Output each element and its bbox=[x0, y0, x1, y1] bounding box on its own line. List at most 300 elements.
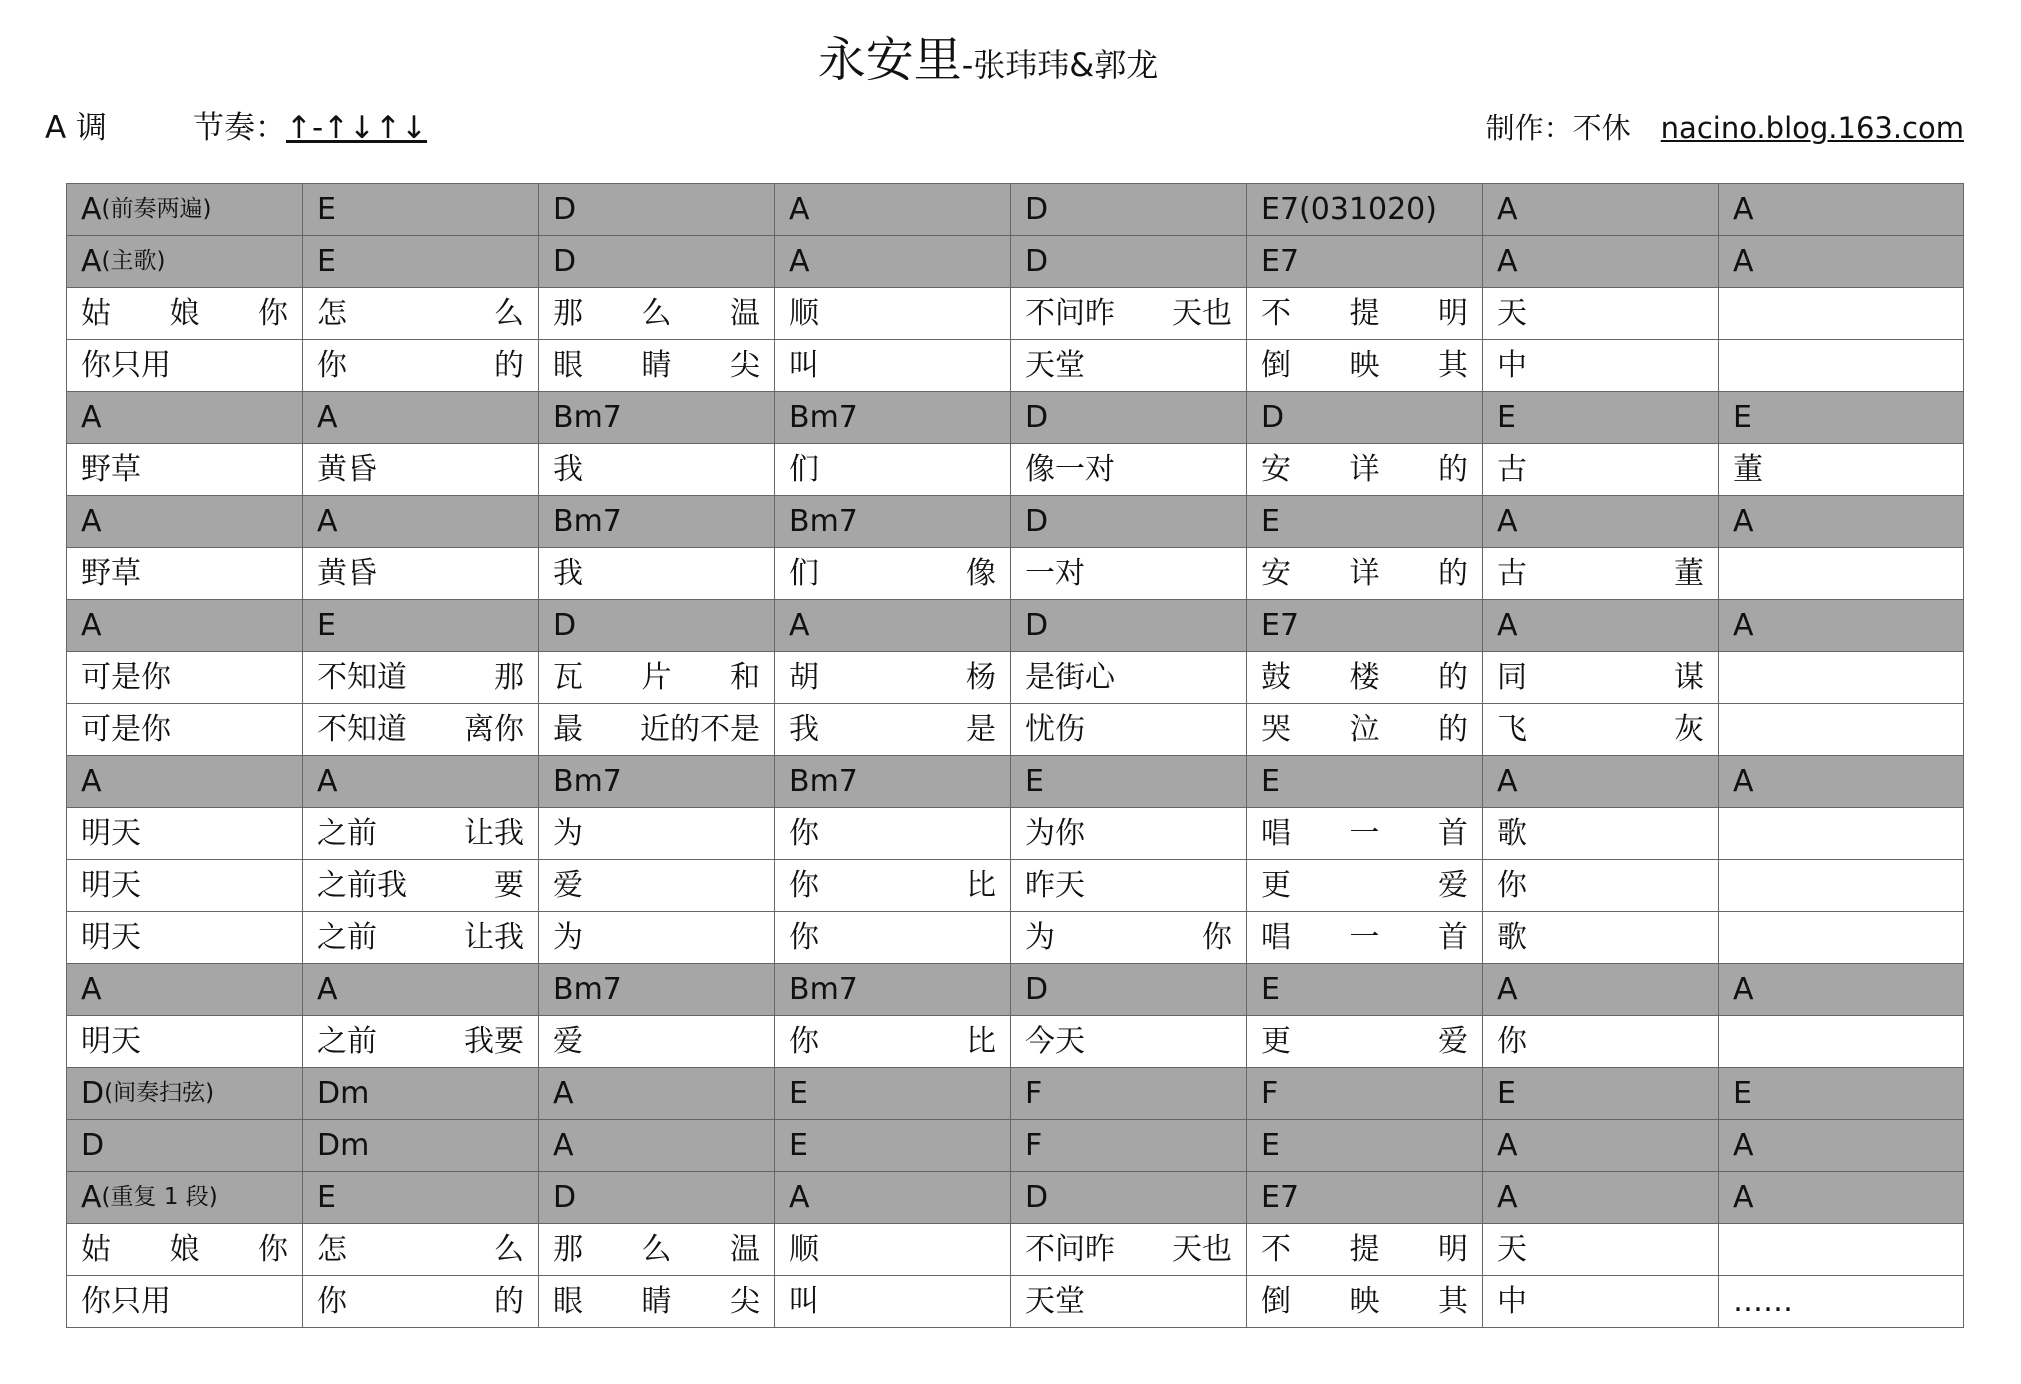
cell-content bbox=[553, 399, 760, 435]
cell-content bbox=[317, 295, 524, 331]
lyric-text: 黄昏 bbox=[317, 451, 377, 487]
lyric-text: 董 bbox=[1733, 451, 1763, 487]
lyric-text: 倒 bbox=[1261, 347, 1291, 383]
cell-content bbox=[553, 867, 760, 903]
cell-content bbox=[317, 607, 524, 643]
lyric-cell bbox=[1011, 1224, 1247, 1276]
lyric-text: 怎 bbox=[317, 295, 347, 331]
chord-name: Bm7 bbox=[789, 399, 858, 435]
lyric-row bbox=[67, 548, 1964, 600]
cell-content bbox=[789, 867, 996, 903]
lyric-text: 让我 bbox=[464, 919, 524, 955]
lyric-text: 今天 bbox=[1025, 1023, 1085, 1059]
site-link[interactable]: nacino.blog.163.com bbox=[1660, 111, 1964, 145]
lyric-text: 是 bbox=[966, 711, 996, 747]
lyric-cell bbox=[1011, 652, 1247, 704]
chord-cell bbox=[539, 964, 775, 1016]
lyric-text: 爱 bbox=[1438, 1023, 1468, 1059]
lyric-text: 不问昨 bbox=[1025, 1231, 1115, 1267]
cell-content bbox=[81, 1283, 288, 1319]
chord-cell bbox=[1247, 496, 1483, 548]
lyric-text: 是街心 bbox=[1025, 659, 1115, 695]
cell-content bbox=[1261, 399, 1468, 435]
cell-content bbox=[81, 763, 288, 799]
cell-content bbox=[1497, 1023, 1704, 1059]
lyric-text: 之前 bbox=[317, 1023, 377, 1059]
chord-cell bbox=[1011, 756, 1247, 808]
chord-name: A bbox=[317, 503, 338, 539]
lyric-text: 泣 bbox=[1349, 711, 1380, 747]
chord-cell bbox=[1247, 1172, 1483, 1224]
section-note: (间奏扫弦) bbox=[104, 1080, 215, 1106]
cell-content bbox=[553, 919, 760, 955]
chord-cell bbox=[1247, 1068, 1483, 1120]
lyric-text: 提 bbox=[1349, 1231, 1380, 1267]
lyric-text: 天堂 bbox=[1025, 347, 1085, 383]
chord-cell bbox=[1483, 1172, 1719, 1224]
chord-name: Dm bbox=[317, 1127, 370, 1163]
chord-name: A bbox=[1733, 763, 1754, 799]
lyric-text: 杨 bbox=[966, 659, 996, 695]
chord-cell bbox=[1247, 184, 1483, 236]
chord-cell bbox=[1719, 392, 1964, 444]
cell-content bbox=[1025, 867, 1232, 903]
section-note: (前奏两遍) bbox=[101, 196, 212, 222]
chord-cell bbox=[303, 756, 539, 808]
chord-name: E bbox=[317, 1179, 336, 1215]
cell-content bbox=[317, 1231, 524, 1267]
cell-content bbox=[553, 347, 760, 383]
chord-row bbox=[67, 1120, 1964, 1172]
cell-content bbox=[1261, 347, 1468, 383]
chord-name: Bm7 bbox=[789, 971, 858, 1007]
lyric-text: 么 bbox=[641, 295, 672, 331]
lyric-text: 那 bbox=[553, 295, 583, 331]
chord-cell bbox=[67, 496, 303, 548]
cell-content bbox=[1497, 1283, 1704, 1319]
cell-content bbox=[1261, 763, 1468, 799]
lyric-cell bbox=[539, 444, 775, 496]
lyric-text: 么 bbox=[494, 295, 524, 331]
lyric-cell bbox=[775, 1276, 1011, 1328]
chord-cell bbox=[1719, 184, 1964, 236]
cell-content bbox=[1497, 1075, 1704, 1111]
cell-content bbox=[1497, 919, 1704, 955]
lyric-cell bbox=[1719, 704, 1964, 756]
lyric-text: 爱 bbox=[1438, 867, 1468, 903]
chord-cell bbox=[1719, 1172, 1964, 1224]
chord-name: A bbox=[317, 399, 338, 435]
chord-row bbox=[67, 756, 1964, 808]
lyric-text: 天也 bbox=[1172, 1231, 1232, 1267]
chord-cell bbox=[539, 756, 775, 808]
lyric-text: 明天 bbox=[81, 1023, 141, 1059]
cell-content bbox=[789, 1231, 996, 1267]
chord-cell bbox=[1483, 1068, 1719, 1120]
cell-content bbox=[553, 1283, 760, 1319]
lyric-text: 眼 bbox=[553, 1283, 583, 1319]
chord-cell bbox=[1247, 1120, 1483, 1172]
cell-content bbox=[317, 867, 524, 903]
song-key: A 调 bbox=[45, 110, 108, 146]
rhythm-pattern: ↑-↑↓↑↓ bbox=[286, 110, 428, 146]
cell-content bbox=[789, 347, 996, 383]
chord-name: A bbox=[81, 607, 102, 643]
chord-name: E bbox=[1025, 763, 1044, 799]
cell-content bbox=[1025, 711, 1232, 747]
cell-content bbox=[553, 607, 760, 643]
chord-name: E bbox=[1497, 1075, 1516, 1111]
lyric-cell bbox=[303, 808, 539, 860]
cell-content bbox=[1497, 243, 1704, 279]
lyric-text: 我要 bbox=[464, 1023, 524, 1059]
lyric-cell bbox=[1011, 808, 1247, 860]
lyric-text: 那 bbox=[553, 1231, 583, 1267]
cell-content bbox=[1497, 867, 1704, 903]
chord-name: E bbox=[1261, 971, 1280, 1007]
cell-content bbox=[553, 1231, 760, 1267]
cell-content bbox=[1261, 451, 1468, 487]
cell-content bbox=[1733, 1283, 1949, 1319]
lyric-cell bbox=[1483, 1016, 1719, 1068]
cell-content bbox=[789, 971, 996, 1007]
cell-content bbox=[317, 1283, 524, 1319]
lyric-cell bbox=[1483, 340, 1719, 392]
lyric-text: 让我 bbox=[464, 815, 524, 851]
chord-cell bbox=[1483, 600, 1719, 652]
lyric-text: 明 bbox=[1438, 1231, 1468, 1267]
lyric-text: 明天 bbox=[81, 815, 141, 851]
cell-content bbox=[81, 1179, 288, 1215]
lyric-text: 你 bbox=[258, 295, 288, 331]
chord-cell bbox=[303, 1172, 539, 1224]
chord-row bbox=[67, 964, 1964, 1016]
chord-name: A bbox=[1733, 1127, 1754, 1163]
chord-cell bbox=[303, 1120, 539, 1172]
lyric-text: …… bbox=[1733, 1283, 1793, 1319]
cell-content bbox=[81, 243, 288, 279]
lyric-cell bbox=[1483, 808, 1719, 860]
section-note: (主歌) bbox=[101, 248, 166, 274]
cell-content bbox=[1261, 815, 1468, 851]
chord-name: A bbox=[1733, 503, 1754, 539]
cell-content bbox=[1025, 815, 1232, 851]
lyric-text: 温 bbox=[730, 295, 760, 331]
lyric-cell bbox=[539, 704, 775, 756]
chord-row bbox=[67, 1172, 1964, 1224]
cell-content bbox=[81, 711, 288, 747]
cell-content bbox=[1497, 1231, 1704, 1267]
chord-name: A bbox=[1733, 971, 1754, 1007]
lyric-text: 更 bbox=[1261, 867, 1291, 903]
lyric-cell bbox=[1247, 860, 1483, 912]
lyric-text: 怎 bbox=[317, 1231, 347, 1267]
chord-cell bbox=[539, 184, 775, 236]
cell-content bbox=[317, 659, 524, 695]
lyric-text: 野草 bbox=[81, 451, 141, 487]
lyric-text: 不 bbox=[1261, 295, 1291, 331]
cell-content bbox=[1733, 1127, 1949, 1163]
chord-cell bbox=[539, 1068, 775, 1120]
cell-content bbox=[317, 503, 524, 539]
lyric-text: 你 bbox=[258, 1231, 288, 1267]
lyric-text: 映 bbox=[1349, 347, 1380, 383]
cell-content bbox=[1733, 191, 1949, 227]
lyric-cell bbox=[1719, 808, 1964, 860]
lyric-text: 可是你 bbox=[81, 711, 171, 747]
lyric-cell bbox=[539, 1016, 775, 1068]
lyric-cell bbox=[539, 548, 775, 600]
lyric-cell bbox=[775, 288, 1011, 340]
lyric-cell bbox=[67, 1224, 303, 1276]
lyric-text: 安 bbox=[1261, 451, 1291, 487]
cell-content bbox=[1261, 503, 1468, 539]
cell-content bbox=[317, 451, 524, 487]
lyric-cell bbox=[303, 444, 539, 496]
chord-row bbox=[67, 496, 1964, 548]
lyric-cell bbox=[303, 288, 539, 340]
lyric-cell bbox=[775, 548, 1011, 600]
chord-name: D bbox=[553, 1179, 577, 1215]
lyric-text: 你 bbox=[1202, 919, 1232, 955]
chord-cell bbox=[775, 496, 1011, 548]
lyric-text: 叫 bbox=[789, 1283, 819, 1319]
cell-content bbox=[1733, 399, 1949, 435]
cell-content bbox=[1261, 1231, 1468, 1267]
cell-content bbox=[553, 711, 760, 747]
cell-content bbox=[1025, 347, 1232, 383]
lyric-cell bbox=[303, 1276, 539, 1328]
lyric-cell bbox=[303, 340, 539, 392]
chord-cell bbox=[303, 600, 539, 652]
chord-cell bbox=[1483, 964, 1719, 1016]
lyric-text: 你 bbox=[789, 815, 819, 851]
chord-name: A bbox=[81, 763, 102, 799]
cell-content bbox=[81, 347, 288, 383]
lyric-text: 灰 bbox=[1674, 711, 1704, 747]
cell-content bbox=[1733, 971, 1949, 1007]
lyric-text: 一 bbox=[1349, 919, 1380, 955]
author-credit: 制作：不休 bbox=[1485, 111, 1631, 145]
chord-cell bbox=[303, 392, 539, 444]
cell-content bbox=[789, 919, 996, 955]
cell-content bbox=[789, 399, 996, 435]
chord-cell bbox=[1247, 600, 1483, 652]
lyric-text: 天堂 bbox=[1025, 1283, 1085, 1319]
chord-cell bbox=[303, 184, 539, 236]
cell-content bbox=[553, 659, 760, 695]
lyric-text: 你 bbox=[789, 867, 819, 903]
cell-content bbox=[1025, 919, 1232, 955]
lyric-row bbox=[67, 288, 1964, 340]
lyric-cell bbox=[1483, 548, 1719, 600]
cell-content bbox=[553, 815, 760, 851]
song-meta bbox=[45, 104, 427, 152]
cell-content bbox=[553, 1127, 760, 1163]
chord-cell bbox=[67, 964, 303, 1016]
chord-name: E bbox=[1733, 1075, 1752, 1111]
lyric-cell bbox=[775, 652, 1011, 704]
chord-name: D bbox=[81, 1127, 105, 1163]
lyric-cell bbox=[303, 704, 539, 756]
chord-name: D bbox=[1025, 399, 1049, 435]
lyric-text: 一对 bbox=[1025, 555, 1085, 591]
chord-name: E bbox=[1261, 503, 1280, 539]
cell-content bbox=[1261, 867, 1468, 903]
chord-row bbox=[67, 600, 1964, 652]
cell-content bbox=[1025, 1283, 1232, 1319]
lyric-cell bbox=[67, 860, 303, 912]
lyric-cell bbox=[775, 340, 1011, 392]
chord-cell bbox=[67, 184, 303, 236]
cell-content bbox=[1733, 763, 1949, 799]
lyric-cell bbox=[1719, 1276, 1964, 1328]
chord-name: A bbox=[789, 191, 810, 227]
lyric-text: 要 bbox=[494, 867, 524, 903]
chord-name: A bbox=[789, 1179, 810, 1215]
chord-name: A bbox=[553, 1127, 574, 1163]
title-artist: -张玮玮&郭龙 bbox=[961, 46, 1159, 84]
cell-content bbox=[1025, 1023, 1232, 1059]
chord-cell bbox=[539, 1120, 775, 1172]
lyric-text: 我 bbox=[553, 555, 583, 591]
lyric-text: 可是你 bbox=[81, 659, 171, 695]
chord-cell bbox=[1011, 184, 1247, 236]
chord-name: E bbox=[1261, 763, 1280, 799]
chord-name: Bm7 bbox=[789, 503, 858, 539]
cell-content bbox=[317, 711, 524, 747]
chord-name: A bbox=[1497, 763, 1518, 799]
lyric-cell bbox=[775, 704, 1011, 756]
chord-cell bbox=[1483, 496, 1719, 548]
lyric-cell bbox=[1247, 444, 1483, 496]
lyric-cell bbox=[1247, 1276, 1483, 1328]
cell-content bbox=[317, 971, 524, 1007]
chord-name: A bbox=[81, 243, 102, 279]
lyric-cell bbox=[539, 860, 775, 912]
lyric-cell bbox=[1247, 340, 1483, 392]
chord-cell bbox=[1483, 184, 1719, 236]
lyric-cell bbox=[67, 340, 303, 392]
lyric-cell bbox=[1011, 444, 1247, 496]
cell-content bbox=[317, 1023, 524, 1059]
lyric-cell bbox=[303, 1224, 539, 1276]
cell-content bbox=[789, 1179, 996, 1215]
chord-cell bbox=[303, 964, 539, 1016]
lyric-text: 明天 bbox=[81, 919, 141, 955]
cell-content bbox=[789, 659, 996, 695]
cell-content bbox=[81, 971, 288, 1007]
lyric-cell bbox=[1719, 444, 1964, 496]
cell-content bbox=[1497, 971, 1704, 1007]
chord-cell bbox=[1483, 236, 1719, 288]
cell-content bbox=[1025, 191, 1232, 227]
cell-content bbox=[553, 763, 760, 799]
lyric-cell bbox=[775, 444, 1011, 496]
cell-content bbox=[81, 451, 288, 487]
chord-cell bbox=[1011, 1172, 1247, 1224]
chord-name: A bbox=[1497, 1127, 1518, 1163]
lyric-text: 安 bbox=[1261, 555, 1291, 591]
lyric-text: 唱 bbox=[1261, 815, 1291, 851]
cell-content bbox=[1025, 451, 1232, 487]
chord-cell bbox=[303, 1068, 539, 1120]
cell-content bbox=[317, 919, 524, 955]
cell-content bbox=[1733, 451, 1949, 487]
chord-cell bbox=[1483, 392, 1719, 444]
lyric-cell bbox=[1247, 548, 1483, 600]
lyric-cell bbox=[303, 912, 539, 964]
lyric-text: 你只用 bbox=[81, 347, 171, 383]
chord-name: D bbox=[1025, 971, 1049, 1007]
lyric-text: 不知道 bbox=[317, 711, 407, 747]
cell-content bbox=[81, 191, 288, 227]
cell-content bbox=[317, 815, 524, 851]
lyric-text: 一 bbox=[1349, 815, 1380, 851]
lyric-row bbox=[67, 1016, 1964, 1068]
chord-cell bbox=[1719, 756, 1964, 808]
chord-cell bbox=[775, 964, 1011, 1016]
cell-content bbox=[1497, 503, 1704, 539]
lyric-text: 的 bbox=[494, 1283, 524, 1319]
lyric-text: 天 bbox=[1497, 295, 1527, 331]
lyric-text: 的 bbox=[494, 347, 524, 383]
chord-name: A bbox=[1733, 191, 1754, 227]
cell-content bbox=[81, 1127, 288, 1163]
lyric-text: 不 bbox=[1261, 1231, 1291, 1267]
lyric-text: 爱 bbox=[553, 867, 583, 903]
chord-cell bbox=[67, 392, 303, 444]
cell-content bbox=[81, 295, 288, 331]
lyric-text: 你 bbox=[789, 919, 819, 955]
lyric-cell bbox=[67, 912, 303, 964]
chord-name: E bbox=[789, 1127, 808, 1163]
rhythm-label: 节奏： bbox=[193, 110, 286, 146]
lyric-text: 胡 bbox=[789, 659, 819, 695]
chord-name: E bbox=[317, 191, 336, 227]
lyric-text: 之前 bbox=[317, 919, 377, 955]
lyric-cell bbox=[67, 548, 303, 600]
cell-content bbox=[1025, 243, 1232, 279]
lyric-cell bbox=[1011, 912, 1247, 964]
lyric-cell bbox=[539, 340, 775, 392]
cell-content bbox=[1025, 971, 1232, 1007]
lyric-text: 昨天 bbox=[1025, 867, 1085, 903]
cell-content bbox=[1733, 607, 1949, 643]
chord-cell bbox=[1719, 236, 1964, 288]
chord-name: D bbox=[1025, 607, 1049, 643]
cell-content bbox=[81, 1231, 288, 1267]
chord-cell bbox=[303, 496, 539, 548]
lyric-text: 比 bbox=[966, 867, 996, 903]
chord-name: A bbox=[1497, 607, 1518, 643]
chord-cell bbox=[67, 600, 303, 652]
chord-name: F bbox=[1025, 1075, 1043, 1111]
lyric-cell bbox=[1247, 1224, 1483, 1276]
chord-cell bbox=[1011, 392, 1247, 444]
lyric-text: 歌 bbox=[1497, 815, 1527, 851]
cell-content bbox=[1497, 347, 1704, 383]
lyric-text: 你只用 bbox=[81, 1283, 171, 1319]
lyric-cell bbox=[1483, 288, 1719, 340]
cell-content bbox=[1261, 919, 1468, 955]
cell-content bbox=[1025, 503, 1232, 539]
lyric-text: 温 bbox=[730, 1231, 760, 1267]
lyric-text: 明 bbox=[1438, 295, 1468, 331]
lyric-text: 你 bbox=[789, 1023, 819, 1059]
cell-content bbox=[81, 1023, 288, 1059]
chord-cell bbox=[1011, 236, 1247, 288]
